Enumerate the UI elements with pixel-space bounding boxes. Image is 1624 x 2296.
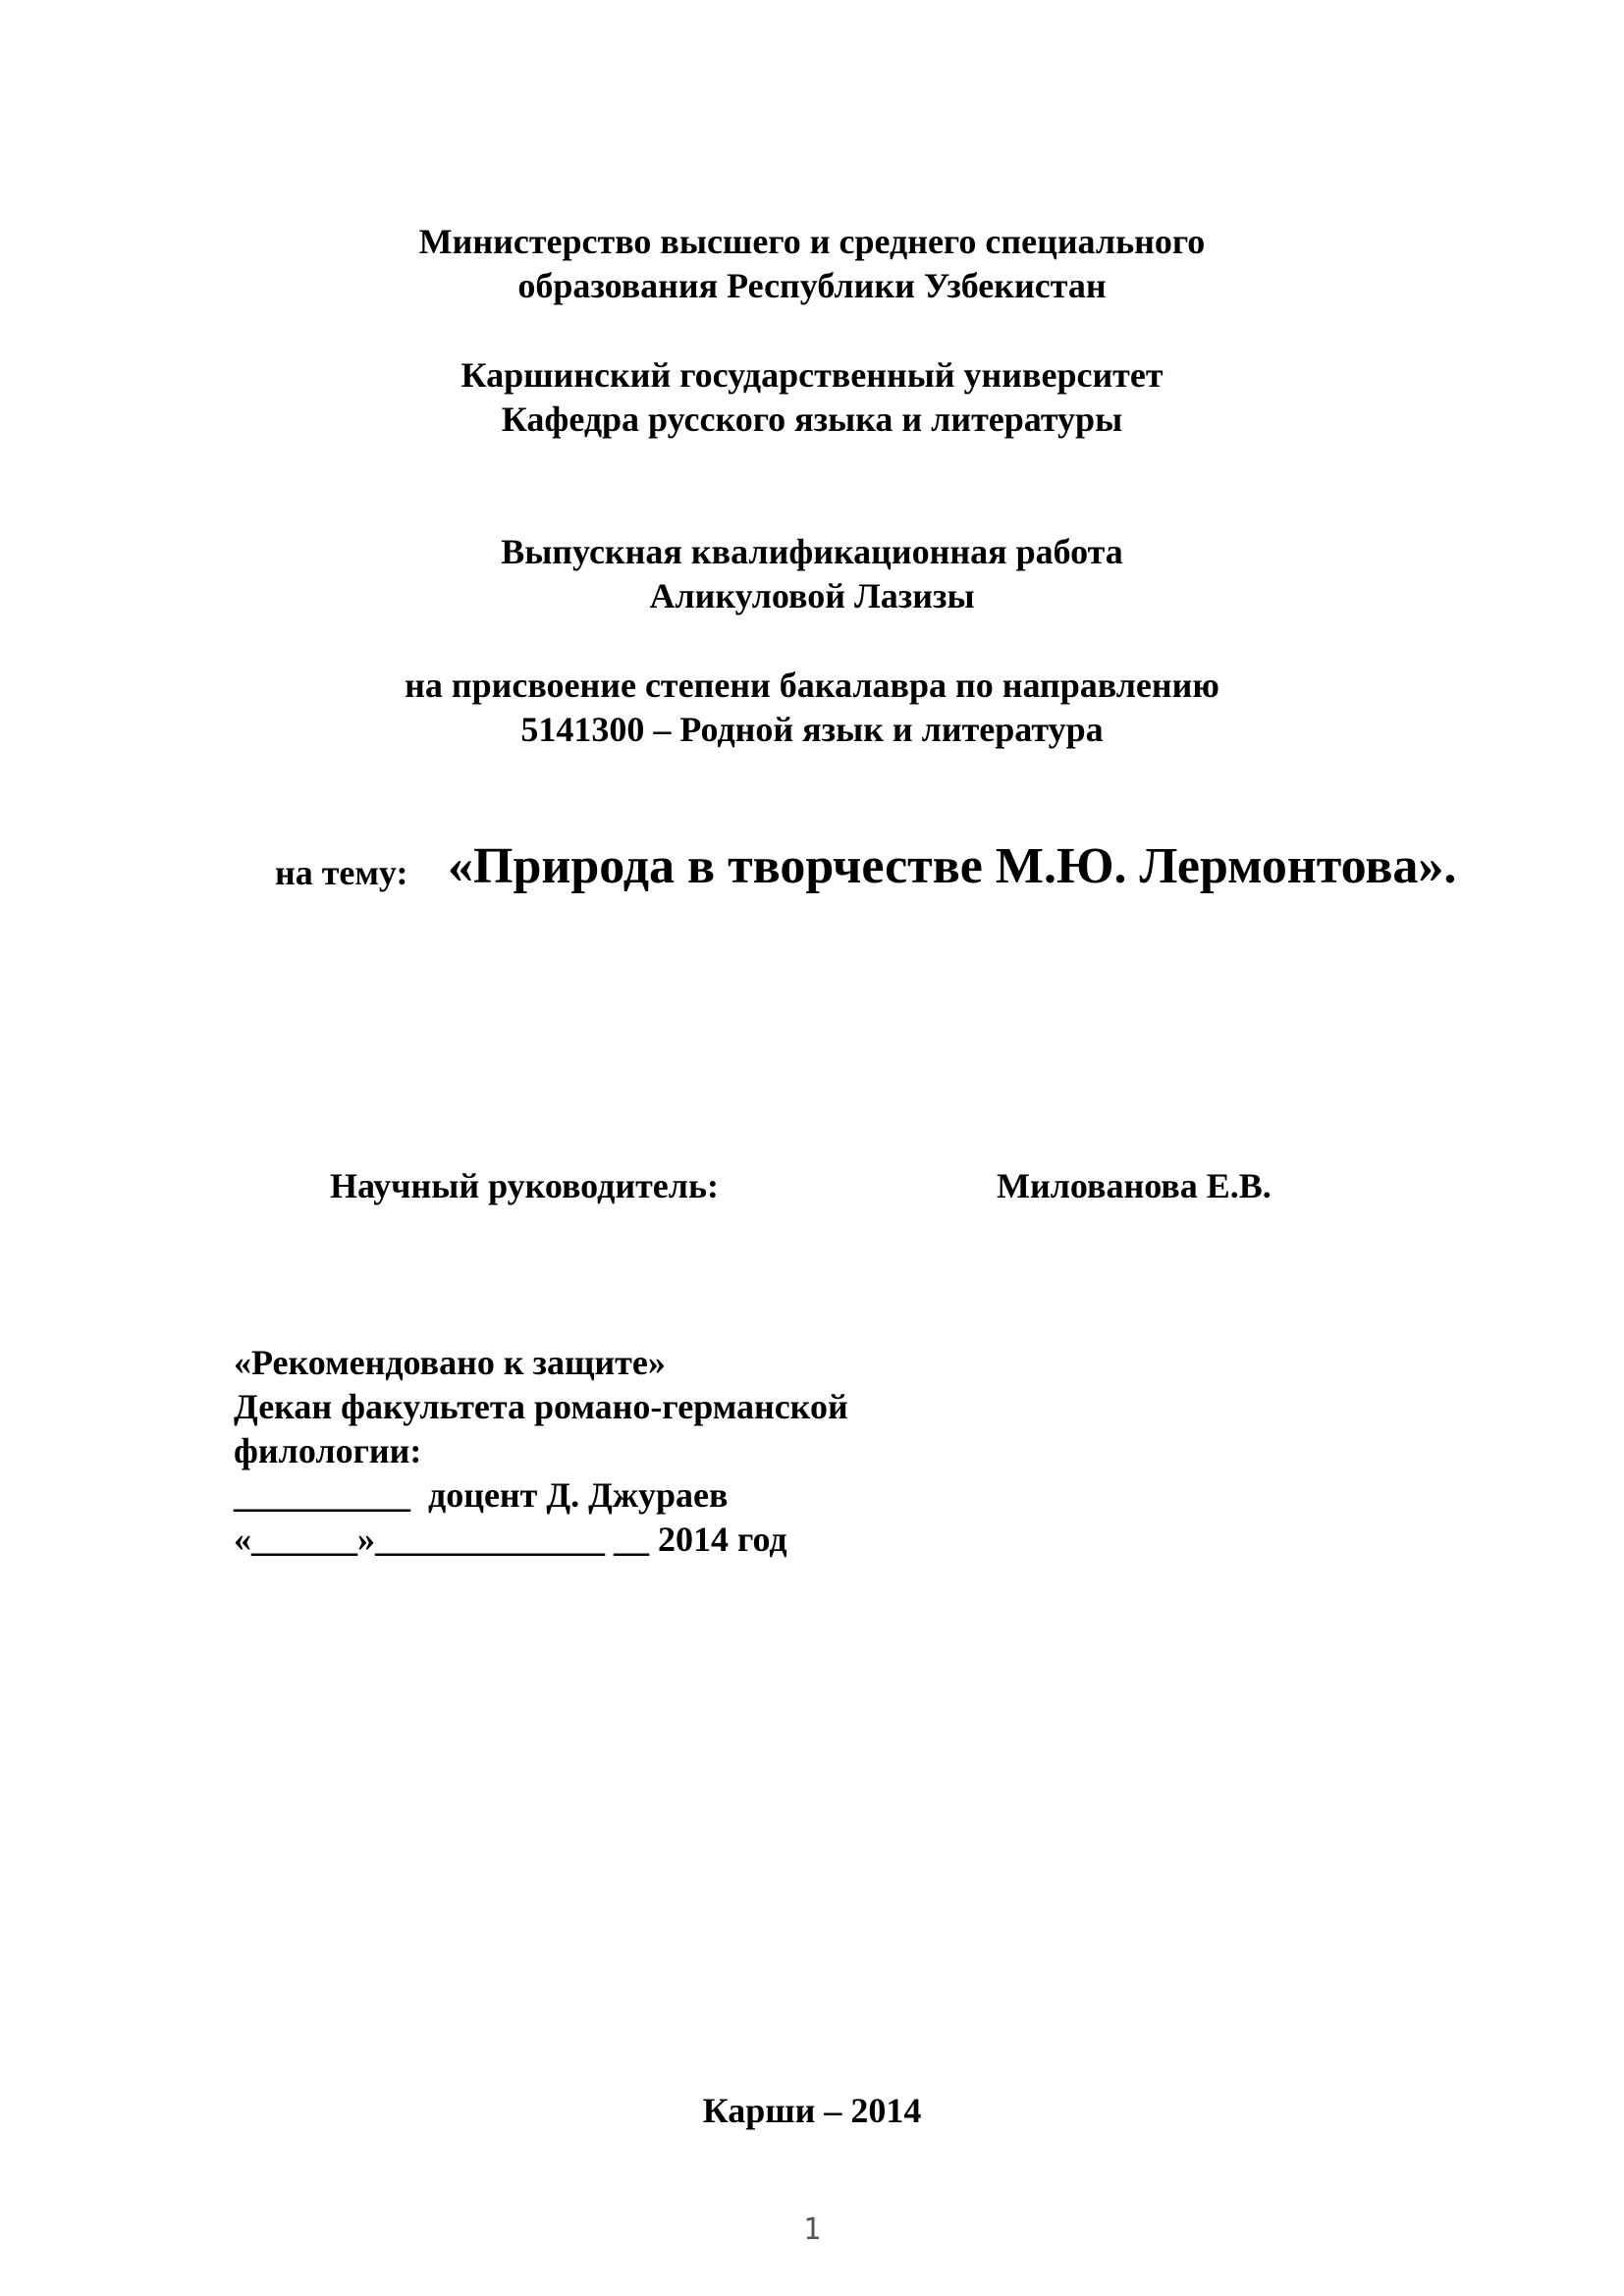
degree-line-1: на присвоение степени бакалавра по направлению <box>405 666 1219 705</box>
ministry-line-2: образования Республики Узбекистан <box>517 266 1107 305</box>
topic-label: на тему: <box>275 853 408 892</box>
department-name: Кафедра русского языка и литературы <box>501 400 1123 439</box>
work-type: Выпускная квалификационная работа <box>501 532 1123 571</box>
approval-signature-line: __________ доцент Д. Джураев <box>234 1475 729 1515</box>
supervisor-label: Научный руководитель: <box>330 1166 719 1205</box>
author-name: Аликуловой Лазизы <box>649 576 975 615</box>
degree-line-2: 5141300 – Родной язык и литература <box>520 710 1104 749</box>
thesis-topic: «Природа в творчестве М.Ю. Лермонтова». <box>448 838 1457 894</box>
ministry-line-1: Министерство высшего и среднего специального <box>418 222 1206 261</box>
page-number: 1 <box>802 2213 822 2247</box>
approval-line-1: «Рекомендовано к защите» <box>234 1343 666 1382</box>
place-year: Карши – 2014 <box>702 2091 922 2130</box>
approval-date-line: «______»_____________ __ 2014 год <box>234 1520 787 1559</box>
supervisor-name: Милованова Е.В. <box>997 1166 1272 1205</box>
approval-line-3: филологии: <box>234 1431 422 1470</box>
approval-line-2: Декан факультета романо-германской <box>234 1387 848 1426</box>
university-name: Каршинский государственный университет <box>460 355 1164 395</box>
